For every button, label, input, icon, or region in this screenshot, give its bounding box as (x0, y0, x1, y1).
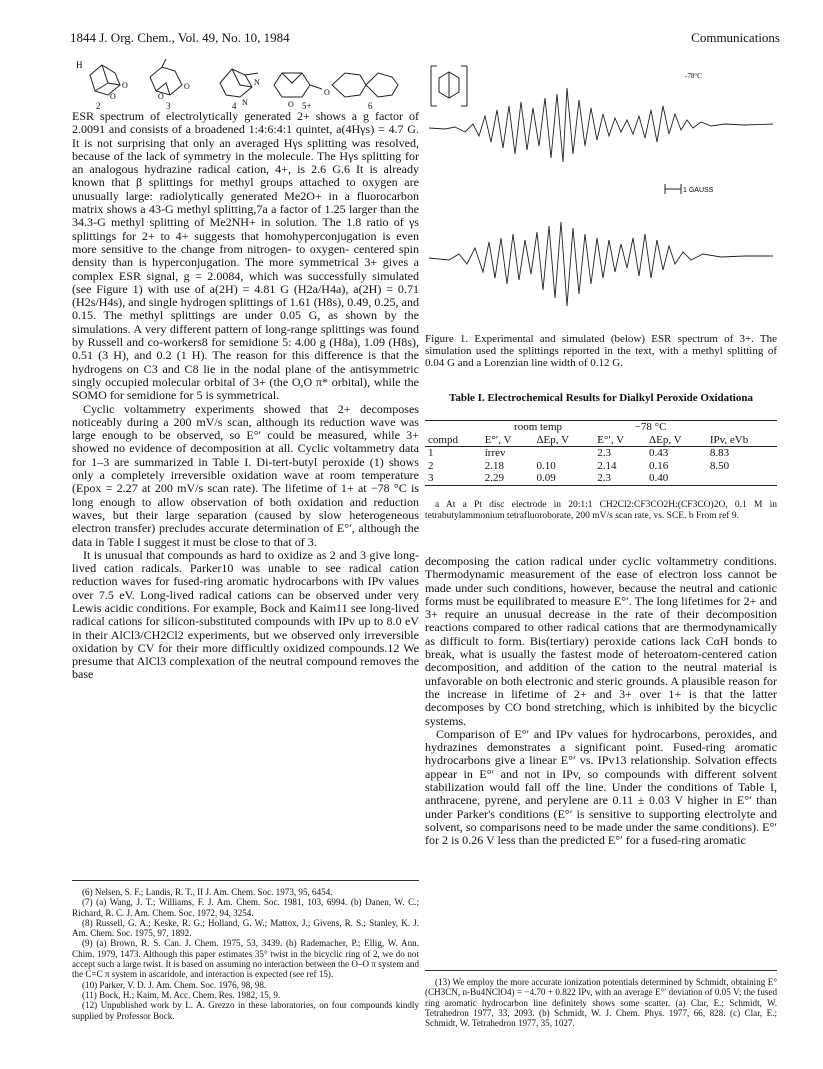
table-footnote (425, 500, 777, 522)
table-cell: 0.10 (536, 459, 556, 472)
atom-label-o: O (122, 81, 128, 90)
table-cell: 2.29 (484, 472, 504, 484)
group-header-cold: −78 °C (634, 421, 667, 433)
column-header: IPv, eVb (709, 433, 749, 446)
structure-label: 5+ (302, 101, 312, 111)
footnote: (13) We employ the more accurate ionization potentials determined by Schmidt, obtaining E° (CH3CN, n-Bu4NClO4) = −4.70 + 0.822 IPv, with an average E°′ deviation of 0.05 V; the fused ring aromatic hydrocarbon line definitely shows some scatter. (a) Clar, E.; Schmidt, W. Tetrahedron 1977, 33, 2093. (b) Schmidt, W. J. Chem. Phys. 1977, 66, 828. (c) Clar, E.; Schmidt, W. Tetrahedron 1977, 35, 1027. (425, 977, 777, 1029)
atom-label-o: O (110, 92, 116, 101)
atom-label-o: O (184, 82, 190, 91)
scale-label: 1 GAUSS (683, 187, 714, 194)
table-cell: 2.18 (484, 459, 504, 472)
right-column-text (425, 555, 777, 848)
table-cell: 8.50 (709, 459, 730, 472)
group-header-room: room temp (514, 421, 562, 433)
table-row (425, 472, 777, 485)
table-cell: 1 (428, 447, 434, 459)
experimental-trace (429, 88, 773, 162)
chemical-structures (70, 55, 420, 113)
body-paragraph: Comparison of E°′ and IPv values for hydrocarbons, peroxides, and hydrazines demonstrates a significant point. Fused-ring aromatic hydrocarbons give a linear E°′ vs. IPv13 relationship. Solvation effects appear in E°′ and not in IPv, so compounds with different solvent stabilization would fall off the line. Under the conditions of Table I, anthracene, pyrene, and perylene are 0.11 ± 0.03 V higher in E°′ than under Parker's conditions (E°′ is sensitive to supporting electrolyte and solvent, so comparisons need to be made under the same conditions). E°′ for 2 is 0.26 V less than the predicted E°′ for a fused-ring aromatic (425, 726, 777, 848)
table-row (425, 460, 777, 473)
left-column-text (72, 110, 419, 682)
column-header: E°′, V (597, 433, 625, 446)
body-paragraph: It is unusual that compounds as hard to oxidize as 2 and 3 give long-lived cation radicals. Parker10 was unable to see radical cation reduction waves for fused-ring aromatic hydrocarbons with IPv values over 7.5 eV. Long-lived radical cations can be observed under very Lewis acidic conditions. For example, Bock and Kaim11 see long-lived radical cations for silicon-substituted compounds with IPv up to 8.0 eV in their AlCl3/CH2Cl2 experiments, but we observed only irreversible oxidation by CV for their more difficultly oxidized compounds.12 We presume that AlCl3 complexation of the neutral compound removes the base (72, 547, 419, 682)
table-cell: 8.83 (709, 447, 730, 459)
esr-spectra (425, 58, 777, 328)
footnote: (6) Nelsen, S. F.; Landis, R. T., II J. Am. Chem. Soc. 1973, 95, 6454. (82, 887, 333, 897)
atom-label-o: O (158, 92, 164, 101)
electrochem-table (425, 420, 777, 486)
column-header: compd (428, 433, 458, 446)
table-title: Table I. Electrochemical Results for Dialkyl Peroxide Oxidationa (449, 392, 753, 404)
body-paragraph: decomposing the cation radical under cyclic voltammetry conditions. Thermodynamic measurement of the ease of electron loss cannot be made under such conditions, however, because the neutral and cationic forms must be equilibrated to measure E°′. The long lifetimes for 2+ and 3+ require an unusual decrease in the rate of their decomposition reactions compared to other radical cations that are thermodynamically as difficult to form. Bis(tertiary) peroxide cations lack CαH bonds to break, what is usually the fastest mode of heteroatom-centered cation decomposition, and addition of the cation to the neutral material is unfavorable on both electronic and steric grounds. A plausible reason for the increase in lifetime of 2+ and 3+ over 1+ is that the latter decomposes by CO bond stretching, which is inhibited by the bicyclic systems. (425, 554, 777, 728)
table-cell: 0.43 (649, 447, 669, 459)
table-cell: 2.3 (597, 472, 612, 484)
table-row (425, 447, 777, 460)
footnote: (11) Bock, H.; Kaim, M. Acc. Chem. Res. 1982, 15, 9. (82, 989, 281, 1000)
table-cell: 0.40 (649, 472, 669, 484)
scale-bar (665, 184, 681, 194)
column-header: ΔEp, V (536, 433, 570, 446)
inset-temperature-label: -78°C (685, 72, 702, 80)
table-cell: 2 (428, 459, 434, 472)
footnote: (12) Unpublished work by L. A. Grezzo in these laboratories, on four compounds kindly supplied by Professor Bock. (72, 1000, 419, 1021)
table-cell: 0.16 (649, 459, 669, 472)
body-paragraph: ESR spectrum of electrolytically generated 2+ shows a g factor of 2.0091 and consists of a broadened 1:4:6:4:1 quintet, a(4Hγs) = 4.7 G. It is not surprising that only an averaged Hγs splitting was resolved, because of the lack of symmetry in the molecule. The Hγs splitting for an analogous hydrazine radical cation, 4+, is 2.6 G.6 It is already known that β splittings for methyl groups attached to oxygen are unusually large: radiolytically generated Me2O+ in a fluorocarbon matrix shows a 43-G methyl splitting,7a a factor of 1.25 larger than the 34.3-G methyl splitting of Me2NH+ in solution. The 1.8 ratio of γs splittings for 2+ to 4+ suggests that homohyperconjugation is even more sensitive to the change from nitrogen- to oxygen- centered spin density than is hyperconjugation. The more symmetrical 3+ gives a complex ESR signal, g = 2.0084, which was successfully simulated (see Figure 1) with use of a(2H) = 4.81 G (H2a/H4a), a(2H) = 0.71 (H2s/H4s), and single hydrogen splittings of 1.61 (H8s), 0.49, 0.25, and 0.15. The methyl splittings are under 0.05 G, as shown by the simulations. A very different pattern of long-range splittings was found by Russell and co-workers8 for semidione 5: 4.00 g (H8a), 1.09 (H8s), 0.51 (3 H), and 0.2 (1 H). The reason for this difference is that the hydrogens on C3 and C8 lie in the nodal plane of the antisymmetric singly occupied molecular orbital of 3+ (the O,O π* orbital), while the SOMO for semidione for 5 is symmetrical. (72, 109, 419, 403)
atom-label-n: N (254, 78, 260, 87)
column-header: E°′, V (484, 433, 512, 446)
journal-citation: 1844 J. Org. Chem., Vol. 49, No. 10, 1984 (70, 30, 290, 45)
footnote: (9) (a) Brown, R. S. Can. J. Chem. 1975, 53, 3439. (b) Rademacher, P.; Ellig, W. Ann. Chim. 1979, 1473. Although this paper estimates 35° twist in the bicyclic ring of 2, we do not accept such a large twist. It is based on assuming no interaction between the O–O π system and the C=C π system in ascaridole, and interaction is expected (see ref 15). (72, 938, 419, 980)
table-cell: 2.14 (597, 459, 617, 472)
structure-label: 3 (166, 101, 171, 111)
figure-caption: Figure 1. Experimental and simulated (below) ESR spectrum of 3+. The simulation used the splittings reported in the text, with a methyl splitting of 0.04 G and a Lorenzian line width of 0.12 G. (425, 333, 777, 369)
footnotes-left (72, 880, 419, 1021)
table-cell: 3 (428, 472, 434, 484)
section-name: Communications (691, 30, 780, 45)
column-header: ΔEp, V (649, 433, 682, 446)
atom-label-n: N (242, 98, 248, 107)
footnote: (8) Russell, G. A.; Keske, R. G.; Holland, G. W.; Mattox, J.; Givens, R. S.; Stanley, K. J. Am. Chem. Soc. 1975, 97, 1892. (72, 917, 419, 939)
structure-label: 2 (96, 101, 101, 111)
table-cell: irrev (484, 447, 506, 459)
table-cell: 0.09 (536, 472, 556, 484)
running-header (70, 30, 780, 52)
structure-label: 6 (368, 101, 373, 111)
table-footnote-text: a At a Pt disc electrode in 20:1:1 CH2Cl2:CF3CO2H:(CF3CO)2O, 0.1 M in tetrabutylammonium tetrafluoroborate, 200 mV/s scan rate, vs. SCE. b From ref 9. (425, 500, 777, 521)
atom-label-o: O (324, 88, 330, 97)
simulated-trace (429, 222, 773, 306)
table-cell: 2.3 (597, 447, 612, 459)
structure-label: 4 (232, 101, 237, 111)
table-cell (707, 472, 777, 485)
body-paragraph: Cyclic voltammetry experiments showed that 2+ decomposes noticeably during a 200 mV/s scan, although its reduction wave was large enough to be observed, so E°′ could be measured, while 3+ showed no evidence of decomposition at all. Cyclic voltammetry data for 1–3 are summarized in Table I. Di-tert-butyl peroxide (1) shows only a completely irreversible oxidation wave at room temperature (Epox = 2.27 at 200 mV/s scan rate). The lifetime of 1+ at −78 °C is long enough to allow observation of both oxidation and reduction waves, but their large separation (caused by slow heterogeneous electron transfer) precludes accurate determination of E°′, although the data in Table I suggest it must be close to that of 3. (72, 401, 419, 549)
footnote: (7) (a) Wang, J. T.; Williams, F. J. Am. Chem. Soc. 1981, 103, 6994. (b) Danen, W. C.; Richard, R. C. J. Am. Chem. Soc. 1972, 94, 3254. (72, 897, 419, 918)
atom-label-h: H (76, 60, 83, 70)
esr-spectrum-figure (425, 58, 777, 328)
atom-label-o: O (288, 100, 294, 109)
footnote: (10) Parker, V. D. J. Am. Chem. Soc. 1976, 98, 98. (82, 979, 267, 990)
table-cell (533, 447, 594, 460)
footnotes-right (425, 970, 777, 1028)
